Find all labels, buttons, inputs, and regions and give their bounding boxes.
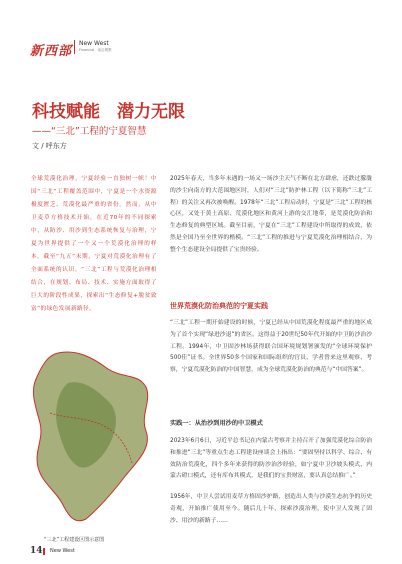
footer-divider <box>43 548 45 555</box>
body-paragraph-3: 2023年6月6日，习近平总书记在内蒙古考察并主持召开了加强荒漠化综合防治和推进“三北”等重点生态工程建设座谈会上指出：“要固坚持以科学、综合、有效防治荒漠化，四个多年来获得的防沙治沙经验，如宁夏中卫沙坡头模式、内蒙古磴口模式，还有库布其模式，是我们的宝贵财富，要认真总结推广。” <box>170 438 372 480</box>
magazine-logo: 新西部 <box>30 44 73 59</box>
masthead-en-name: New West <box>79 40 109 47</box>
article-subtitle: ——“三北”工程的宁夏智慧 <box>32 126 147 137</box>
section-heading: 世界荒漠化防治典范的宁夏实践 <box>170 302 268 310</box>
article-author: 文 / 呼东方 <box>32 142 67 150</box>
masthead-en-box <box>74 40 112 54</box>
lead-paragraph: 全球荒漠化治理，宁夏经验一直独树一帜！中国“三北”工程覆盖范围中，宁夏是一个水资源极度匮乏、荒漠化最严重的省份。然而，从中卫麦草方格技术开始，在近70年的不同探索中，从防沙、用沙到生态系统恢复与治理，宁夏为世界提供了一个又一个荒漠化治理的样本。截至“九五”末期，宁夏对荒漠化治理有了全面系统的认识。“三北”工程与荒漠化治理相结合，在规划、布局、技术、实施方面取得了巨大的阶段性成果，探索出“生态修复+脱贫致富”的绿色发展新路径。 <box>31 176 157 312</box>
footer-magazine-name: New West <box>50 548 75 554</box>
body-paragraph-2: “三北”工程一期开始建设的时候，宁夏已经从中国荒漠化程度最严重的地区成为了首个实现“绿进沙退”的省区。这得益于20世纪50年代开始的中卫防沙治沙工程。1994年，中卫固沙林场获得联合国环境规划署颁发的“全球环境保护500佳”证书。全世界50多个国家和国际组织的官员、学者曾来这里观察、考察，宁夏荒漠化防治的中国智慧，成为全球荒漠化防治的典范与“中国答案”。 <box>170 320 372 374</box>
three-north-region-map <box>28 343 156 528</box>
body-paragraph-4: 1956年，中卫人尝试用麦草方格固沙护路，创造出人类与沙漠生态抗争的历史奇观，开始推广使用至今。随后几十年，探索沙漠治理，使中卫人发现了固沙、用沙的新路子…… <box>170 494 372 524</box>
masthead-en-sub: Financial · 前沿观察 <box>79 48 112 52</box>
map-caption: “三北”工程建设区图示意图 <box>44 537 105 543</box>
body-paragraph-1: 2025年春天，当多年未遇的一场又一场沙尘天气不断在北方肆虐，还跌过朦胧的沙尘向南方的大范围地区时，人们对“三北”防护林工程（以下简称“三北”工程）的关注又再次被唤醒。1978年“三北”工程启动时，宁夏是“三北”工程的核心区，又处于黄土高原、荒漠化地区和黄河上游的交汇地带，是荒漠化防治和生态修复的典型区域。截至目前，宁夏在“三北”工程建设中所取得的成效，依然是全国乃至全世界的楷模。“三北”工程的推进与宁夏荒漠化治理相结合，为整个生态建设全局提供了宝贵经验。 <box>170 176 372 253</box>
page-number: 14 <box>30 546 43 556</box>
article-title: 科技赋能 潜力无限 <box>32 102 185 122</box>
sub-heading: 实践一：从治沙到用沙的中卫模式 <box>170 420 263 427</box>
